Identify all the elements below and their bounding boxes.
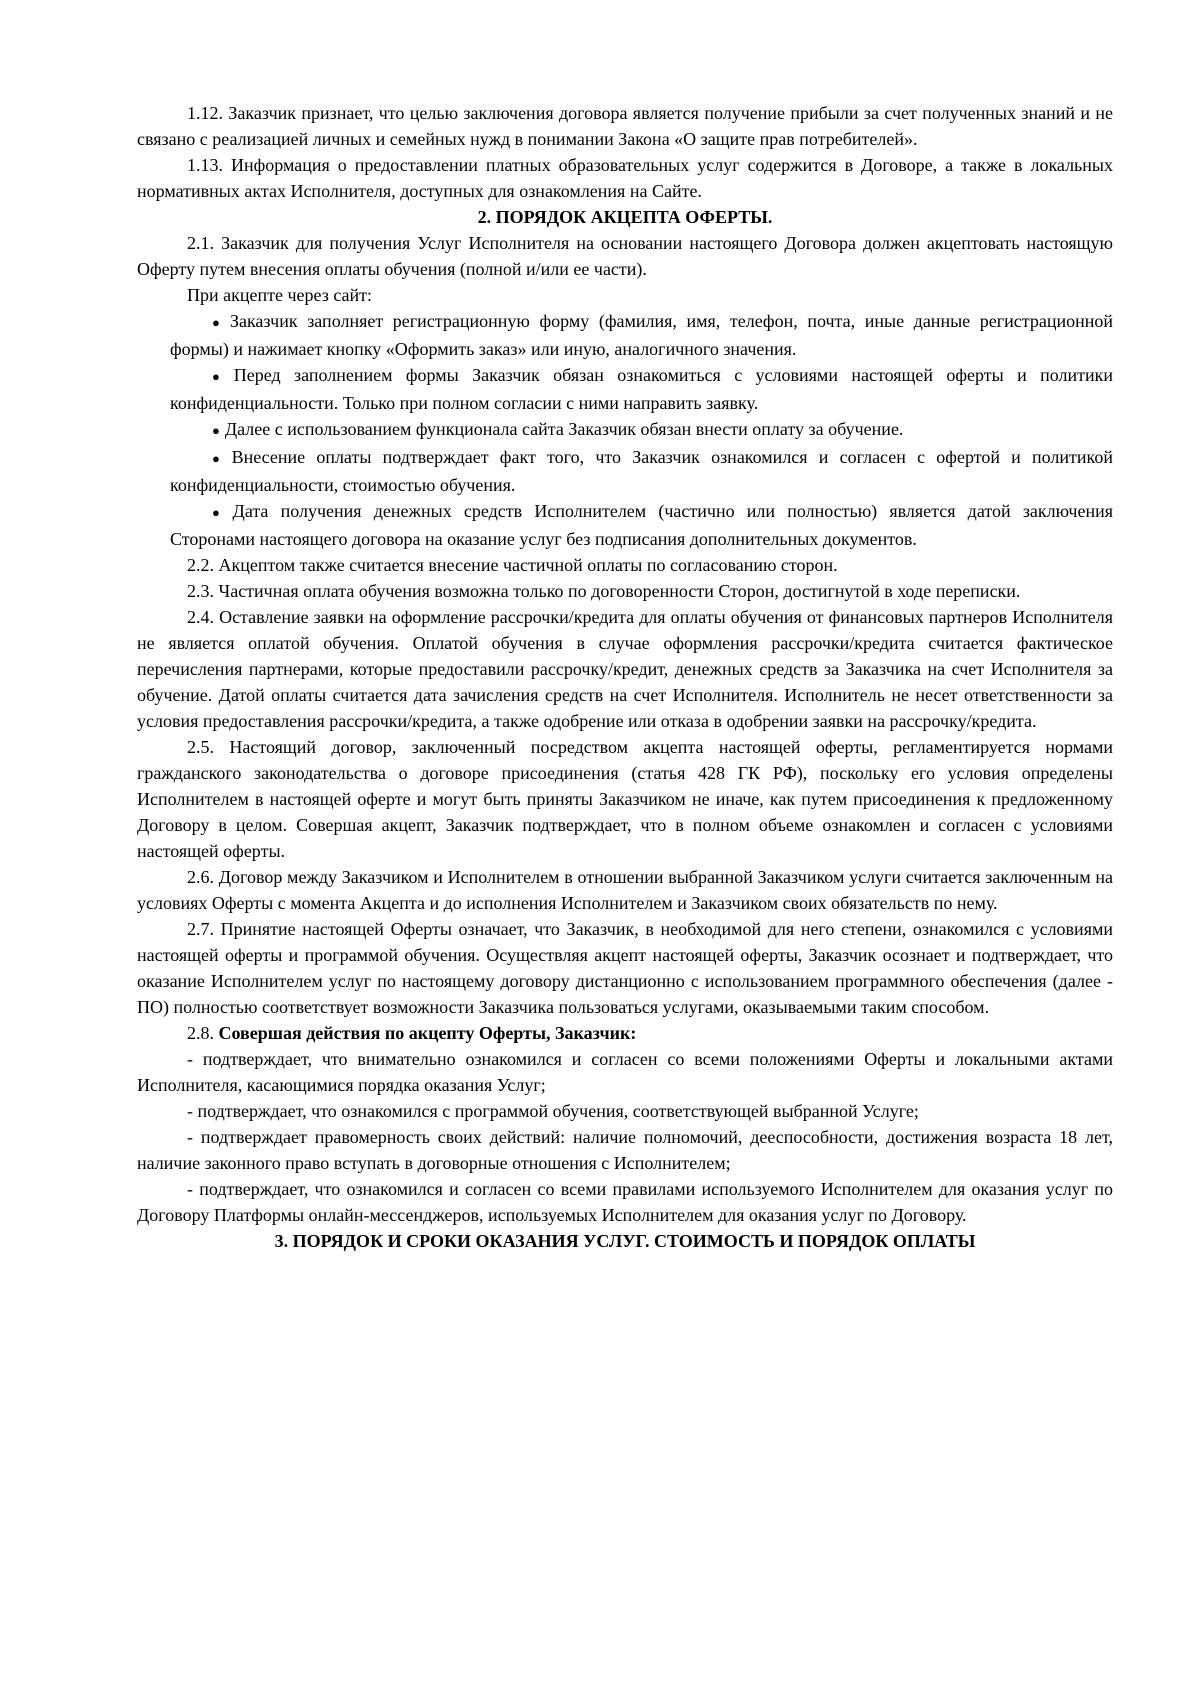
- clause-2-8-item-4: - подтверждает, что ознакомился и согласен со всеми правилами используемого Исполнителем для оказания услуг по Договору Платформы онлайн-мессенджеров, используемых Исполнителем для оказания услуг по Договору.: [137, 1179, 1113, 1225]
- section-3-heading: 3. ПОРЯДОК И СРОКИ ОКАЗАНИЯ УСЛУГ. СТОИМОСТЬ И ПОРЯДОК ОПЛАТЫ: [274, 1231, 976, 1251]
- clause-2-8-item-1: - подтверждает, что внимательно ознакомился и согласен со всеми положениями Оферты и локальными актами Исполнителя, касающимися порядка оказания Услуг;: [137, 1049, 1113, 1095]
- site-accept-intro: При акцепте через сайт:: [187, 285, 373, 305]
- section-2-heading: 2. ПОРЯДОК АКЦЕПТА ОФЕРТЫ.: [477, 207, 773, 227]
- clause-2-8: [137, 1020, 1113, 1046]
- clause-2-5: 2.5. Настоящий договор, заключенный посредством акцепта настоящей оферты, регламентируется нормами гражданского законодательства о договоре присоединения (статья 428 ГК РФ), поскольку его условия определены Исполнителем в настоящей оферте и могут быть приняты Заказчиком не иначе, как путем присоединения к предложенному Договору в целом. Совершая акцепт, Заказчик подтверждает, что в полном объеме ознакомлен и согласен с условиями настоящей оферты.: [137, 737, 1113, 861]
- bullet-item-make-payment: ● Далее с использованием функционала сайта Заказчик обязан внести оплату за обучение.: [170, 416, 1113, 444]
- clause-1-13: 1.13. Информация о предоставлении платных образовательных услуг содержится в Договоре, а также в локальных нормативных актах Исполнителя, доступных для ознакомления на Сайте.: [137, 155, 1113, 201]
- bullet-item-registration-form: ● Заказчик заполняет регистрационную форму (фамилия, имя, телефон, почта, иные данные регистрационной формы) и нажимает кнопку «Оформить заказ» или иную, аналогичного значения.: [170, 308, 1113, 362]
- clause-2-1: 2.1. Заказчик для получения Услуг Исполнителя на основании настоящего Договора должен акцептовать настоящую Оферту путем внесения оплаты обучения (полной и/или ее части).: [137, 233, 1113, 279]
- bullet-item-read-offer: ● Перед заполнением формы Заказчик обязан ознакомиться с условиями настоящей оферты и политики конфиденциальности. Только при полном согласии с ними направить заявку.: [170, 362, 1113, 416]
- bullet-item-payment-date: ● Дата получения денежных средств Исполнителем (частично или полностью) является датой заключения Сторонами настоящего договора на оказание услуг без подписания дополнительных документов.: [170, 498, 1113, 552]
- clause-2-8-item-3: - подтверждает правомерность своих действий: наличие полномочий, дееспособности, достижения возраста 18 лет, наличие законного право вступать в договорные отношения с Исполнителем;: [137, 1127, 1113, 1173]
- clause-2-8-heading: Совершая действия по акцепту Оферты, Заказчик:: [218, 1023, 637, 1043]
- clause-2-8-number: 2.8.: [187, 1023, 219, 1043]
- clause-1-12: 1.12. Заказчик признает, что целью заключения договора является получение прибыли за счет полученных знаний и не связано с реализацией личных и семейных нужд в понимании Закона «О защите прав потребителей».: [137, 103, 1113, 149]
- site-accept-bullet-list: [170, 308, 1113, 552]
- clause-2-4: 2.4. Оставление заявки на оформление рассрочки/кредита для оплаты обучения от финансовых партнеров Исполнителя не является оплатой обучения. Оплатой обучения в случае оформления рассрочки/кредита считается фактическое перечисления партнерами, которые предоставили рассрочку/кредит, денежных средств за Заказчика на счет Исполнителя за обучение. Датой оплаты считается дата зачисления средств на счет Исполнителя. Исполнитель не несет ответственности за условия предоставления рассрочки/кредита, а также одобрение или отказа в одобрении заявки на рассрочку/кредита.: [137, 607, 1113, 731]
- clause-2-3: 2.3. Частичная оплата обучения возможна только по договоренности Сторон, достигнутой в ходе переписки.: [187, 581, 1021, 601]
- clause-2-2: 2.2. Акцептом также считается внесение частичной оплаты по согласованию сторон.: [187, 555, 838, 575]
- bullet-item-payment-confirms: ● Внесение оплаты подтверждает факт того, что Заказчик ознакомился и согласен с офертой и политикой конфиденциальности, стоимостью обучения.: [170, 444, 1113, 498]
- clause-2-6: 2.6. Договор между Заказчиком и Исполнителем в отношении выбранной Заказчиком услуги считается заключенным на условиях Оферты с момента Акцепта и до исполнения Исполнителем и Заказчиком своих обязательств по нему.: [137, 867, 1113, 913]
- clause-2-7: 2.7. Принятие настоящей Оферты означает, что Заказчик, в необходимой для него степени, ознакомился с условиями настоящей оферты и программой обучения. Осуществляя акцепт настоящей оферты, Заказчик осознает и подтверждает, что оказание Исполнителем услуг по настоящему договору дистанционно с использованием программного обеспечения (далее - ПО) полностью соответствует возможности Заказчика пользоваться услугами, оказываемыми таким способом.: [137, 919, 1113, 1017]
- clause-2-8-item-2: - подтверждает, что ознакомился с программой обучения, соответствующей выбранной Услуге;: [187, 1101, 919, 1121]
